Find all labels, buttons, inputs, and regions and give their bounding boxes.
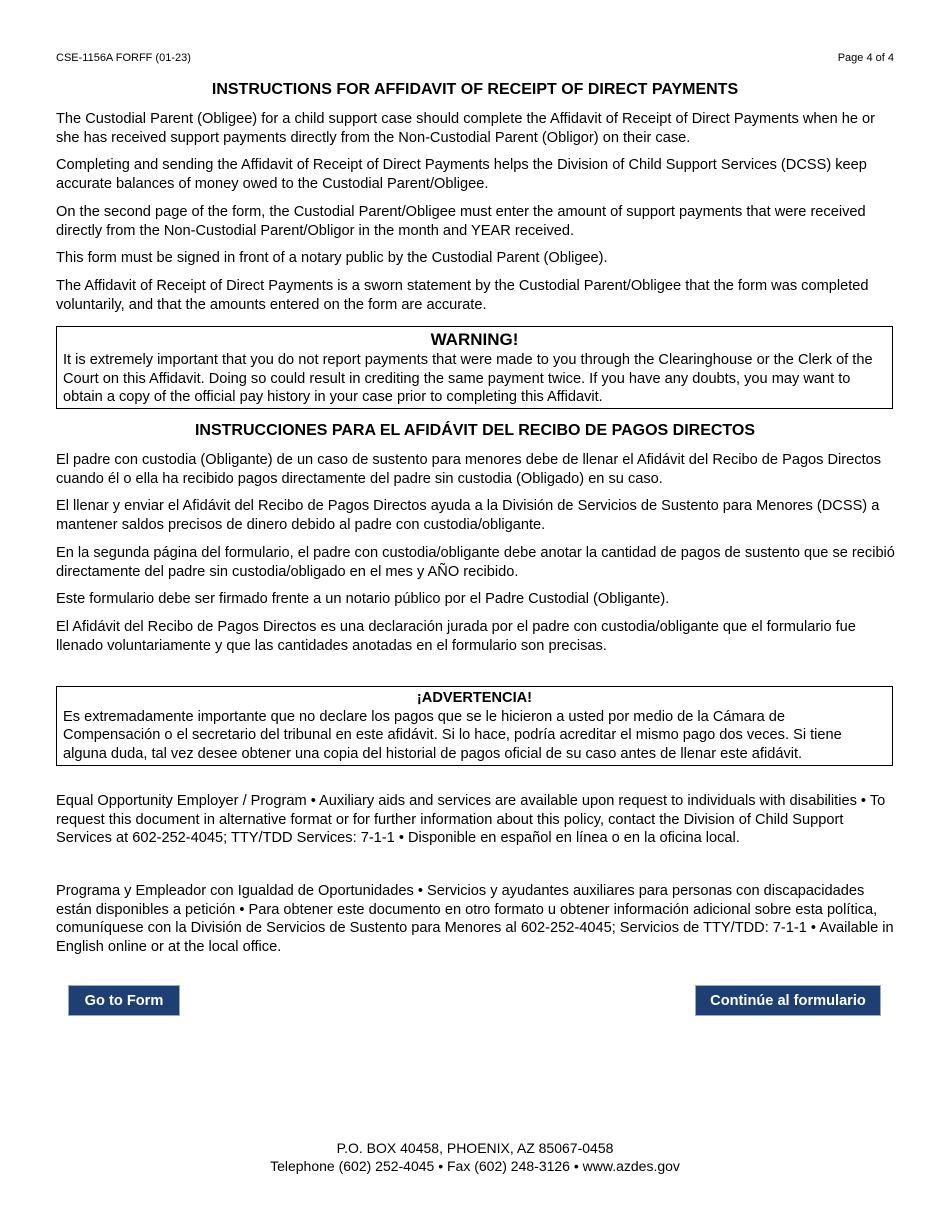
advertencia-title: ¡ADVERTENCIA! <box>416 690 533 706</box>
english-paragraph: The Custodial Parent (Obligee) for a child support case should complete the Affidavit of Receipt of Direct Payments when he or she has received support payments directly from the Non-Custodial Parent (Obligor) on their case. <box>56 111 876 146</box>
english-paragraph: On the second page of the form, the Custodial Parent/Obligee must enter the amount of support payments that were received directly from the Non-Custodial Parent/Obligor in the month and YEAR received. <box>56 204 866 239</box>
igualdad-notice: Programa y Empleador con Igualdad de Oportunidades • Servicios y ayudantes auxiliares para personas con discapacidades están disponibles a petición • Para obtener este documento en otro formato u obtener información adicional sobre esta política, comuníquese con la División de Servicios de Sustento para Menores al 602-252-4045; Servicios de TTY/TDD: 7-1-1 • Available in English online or at the local office. <box>56 883 894 955</box>
equal-opportunity-notice: Equal Opportunity Employer / Program • Auxiliary aids and services are available upon request to individuals with disabilities • To request this document in alternative format or for further information about this policy, contact the Division of Child Support Services at 602-252-4045; TTY/TDD Services: 7-1-1 • Disponible en español en línea o en la oficina local. <box>56 793 886 847</box>
warning-text: It is extremely important that you do not report payments that were made to you through the Clearinghouse or the Clerk of the Court on this Affidavit. Doing so could result in crediting the same payment twice. If you have any doubts, you may want to obtain a copy of the official pay history in your case prior to completing this Affidavit. <box>63 352 873 406</box>
footer-contact: Telephone (602) 252-4045 • Fax (602) 248-3126 • www.azdes.gov <box>270 1158 680 1174</box>
continue-form-button[interactable]: Continúe al formulario <box>695 985 881 1016</box>
footer-address: P.O. BOX 40458, PHOENIX, AZ 85067-0458 <box>336 1140 614 1156</box>
english-title: INSTRUCTIONS FOR AFFIDAVIT OF RECEIPT OF DIRECT PAYMENTS <box>211 81 739 98</box>
english-paragraph: The Affidavit of Receipt of Direct Payments is a sworn statement by the Custodial Parent/Obligee that the form was completed voluntarily, and that the amounts entered on the form are accurate. <box>56 278 869 313</box>
english-paragraph: Completing and sending the Affidavit of Receipt of Direct Payments helps the Division of Child Support Services (DCSS) keep accurate balances of money owed to the Custodial Parent/Obligee. <box>56 157 867 192</box>
spanish-paragraph: Este formulario debe ser firmado frente a un notario público por el Padre Custodial (Obligante). <box>56 591 670 607</box>
go-to-form-button[interactable]: Go to Form <box>68 985 180 1016</box>
english-paragraph: This form must be signed in front of a notary public by the Custodial Parent (Obligee). <box>56 250 608 266</box>
spanish-paragraph: El Afidávit del Recibo de Pagos Directos es una declaración jurada por el padre con custodia/obligante que el formulario fue llenado voluntariamente y que las cantidades anotadas en el formulario son precisas. <box>56 619 856 654</box>
spanish-paragraph: El llenar y enviar el Afidávit del Recibo de Pagos Directos ayuda a la División de Servicios de Sustento para Menores (DCSS) a mantener saldos precisos de dinero debido al padre con custodia/obligante. <box>56 498 880 533</box>
spanish-warning-box <box>56 686 893 766</box>
spanish-paragraph: En la segunda página del formulario, el padre con custodia/obligante debe anotar la cantidad de pagos de sustento que se recibió directamente del padre sin custodia/obligado en el mes y AÑO recibido. <box>56 545 895 580</box>
form-id: CSE-1156A FORFF (01-23) <box>56 52 191 64</box>
warning-title: WARNING! <box>430 330 519 349</box>
spanish-title: INSTRUCCIONES PARA EL AFIDÁVIT DEL RECIBO DE PAGOS DIRECTOS <box>194 422 756 439</box>
page-number: Page 4 of 4 <box>837 52 894 64</box>
spanish-paragraph: El padre con custodia (Obligante) de un caso de sustento para menores debe de llenar el Afidávit del Recibo de Pagos Directos cuando él o ella ha recibido pagos directamente del padre sin custodia (Obligado) en su caso. <box>56 452 882 487</box>
english-warning-box <box>56 326 893 409</box>
advertencia-text: Es extremadamente importante que no declare los pagos que se le hicieron a usted por medio de la Cámara de Compensación o el secretario del tribunal en este afidávit. Si lo hace, podría acreditar el mismo pago dos veces. Si tiene alguna duda, tal vez desee obtener una copia del historial de pagos oficial de su caso antes de llenar este afidávit. <box>63 708 842 762</box>
